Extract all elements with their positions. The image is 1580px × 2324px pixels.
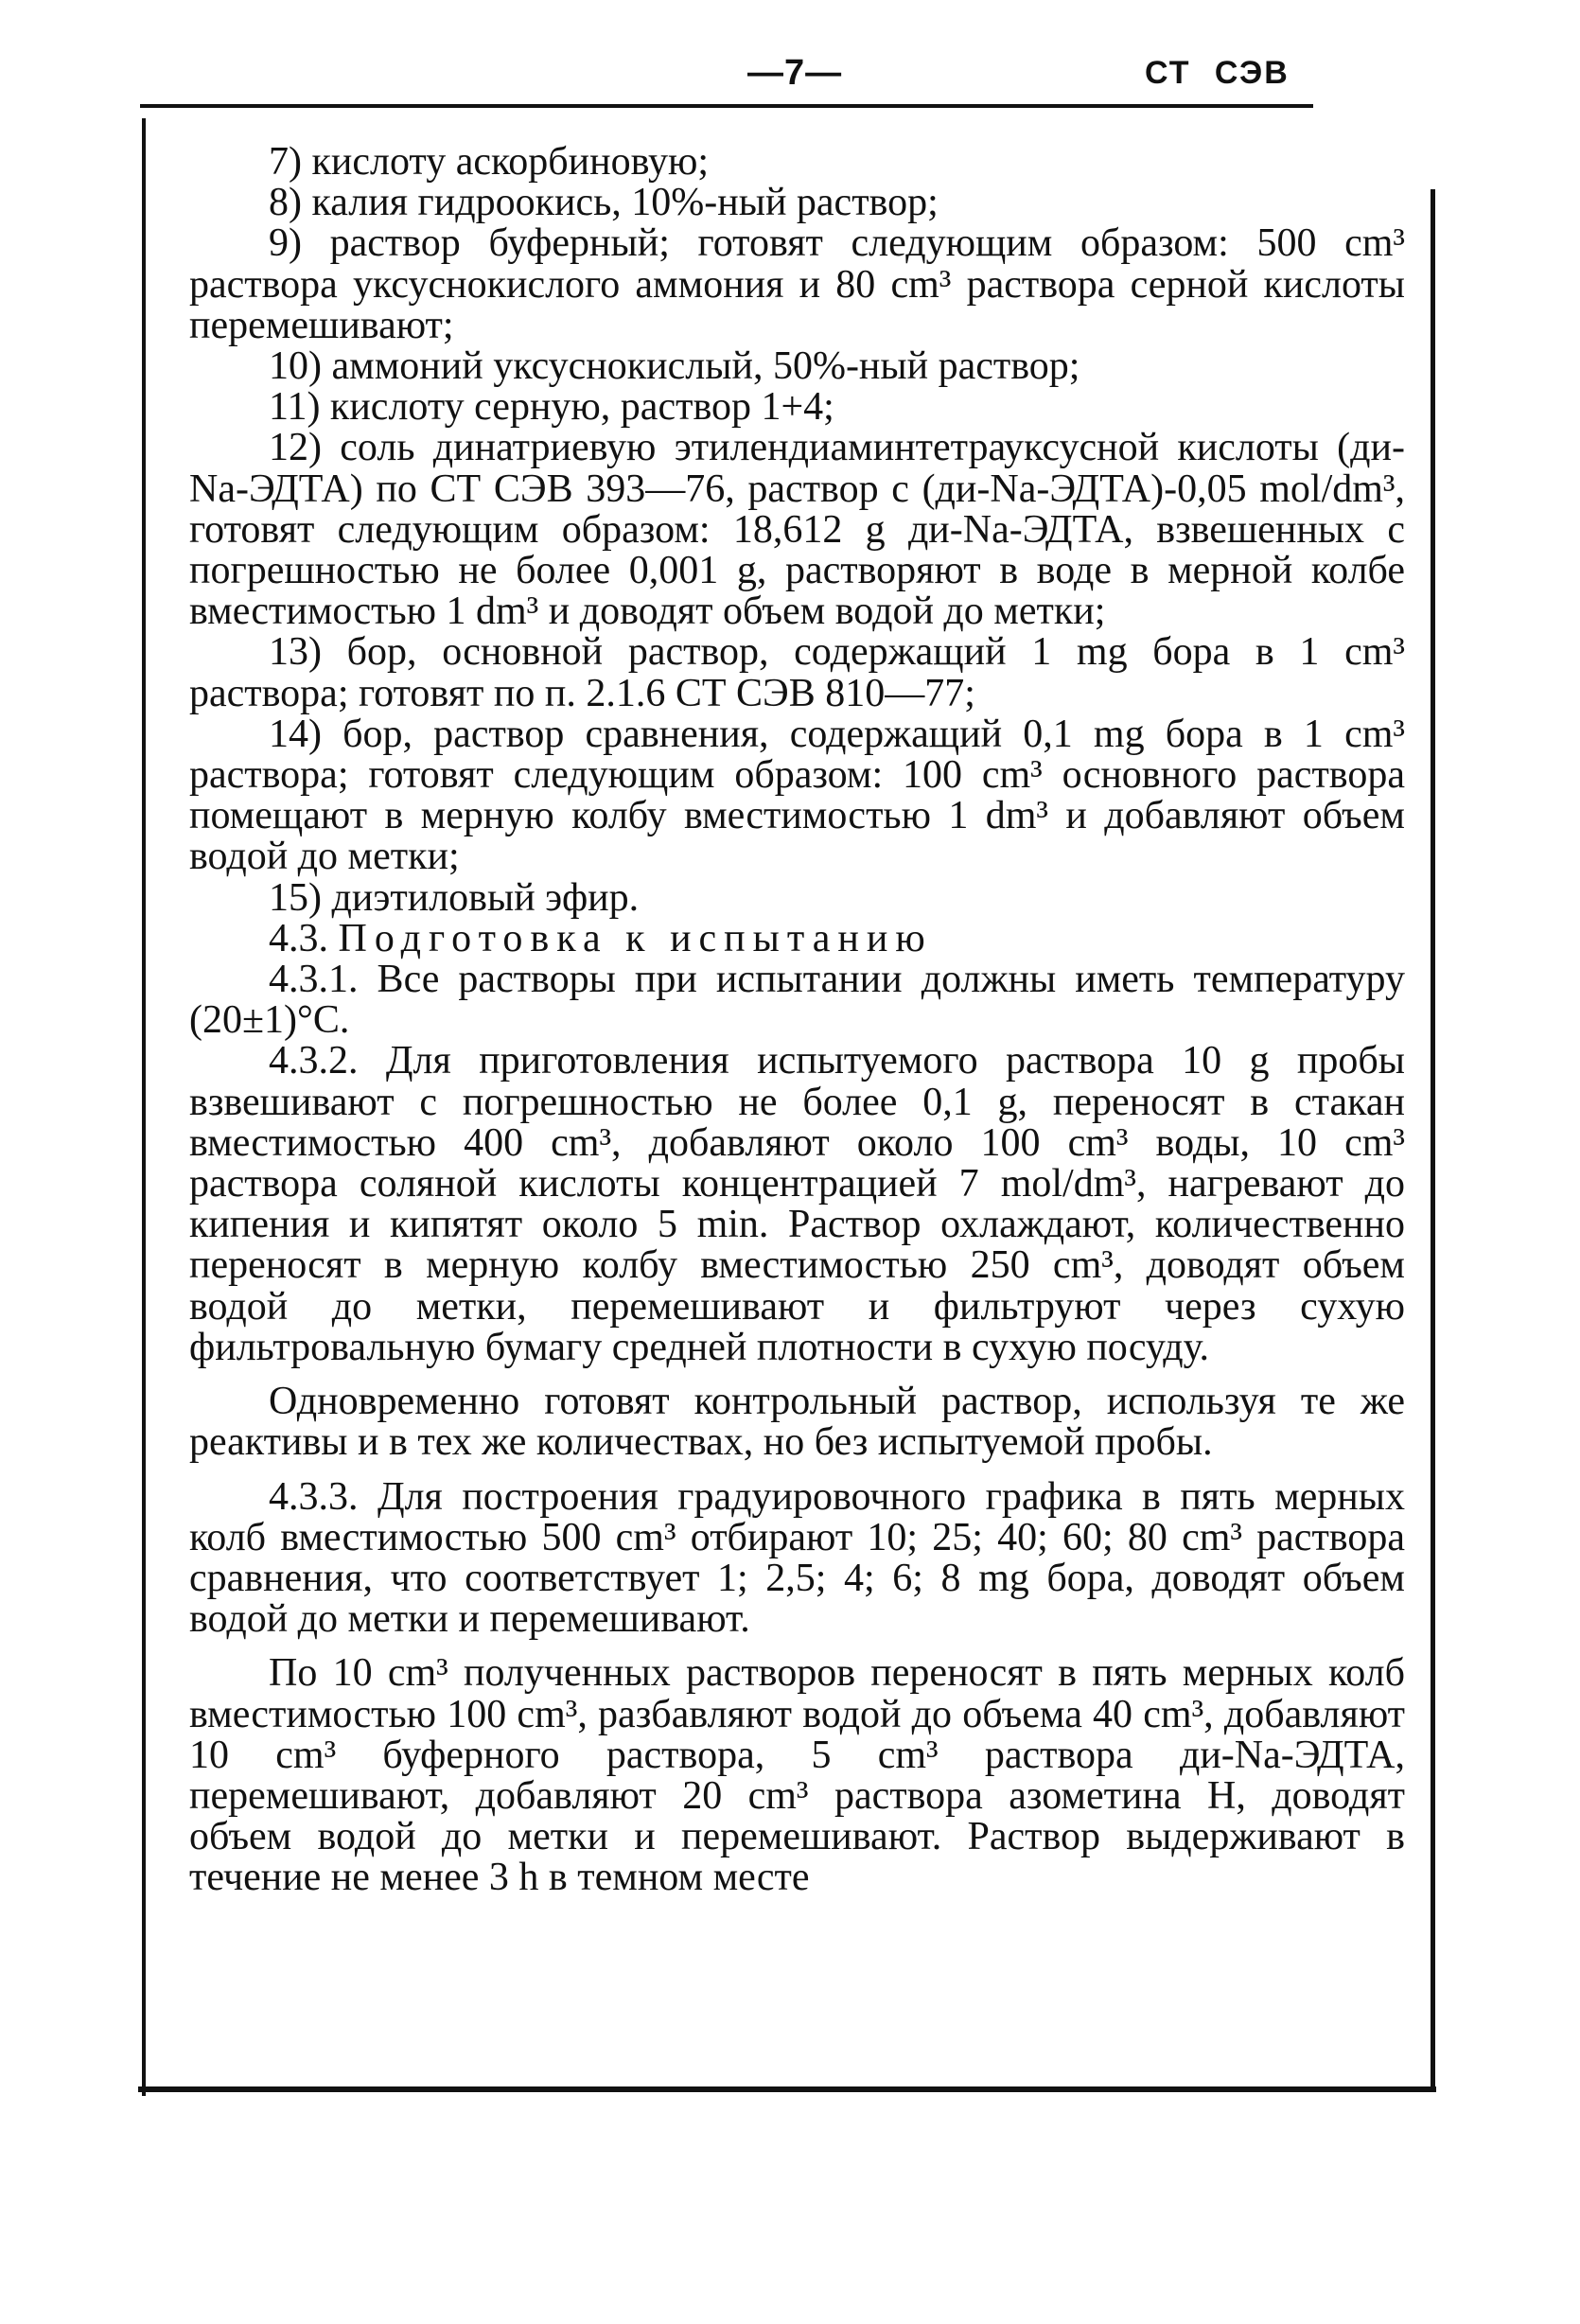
paragraph-control-solution: Одновременно готовят контрольный раствор, используя те же реактивы и в тех же количествах, но без испытуемой пробы. [189, 1380, 1405, 1465]
bottom-rule [138, 2086, 1436, 2092]
section-number: 4.3. [269, 916, 328, 960]
list-item-12: 12) соль динатриевую этилендиаминтетрауксусной кислоты (ди-Na-ЭДТА) по СТ СЭВ 393—76, раствор с (ди-Na-ЭДТА)-0,05 mol/dm³, готовят следующим образом: 18,612 g ди-Na-ЭДТА, взвешенных с погрешностью не более 0,001 g, растворяют в воде в мерной колбе вместимостью 1 dm³ и доводят объем водой до метки; [189, 426, 1405, 634]
standard-mark: СТ СЭВ [1145, 55, 1290, 91]
paragraph-4-3-3: 4.3.3. Для построения градуировочного графика в пять мерных колб вместимостью 500 cm³ отбирают 10; 25; 40; 60; 80 cm³ раствора сравнения, что соответствует 1; 2,5; 4; 6; 8 mg бора, доводят объем водой до метки и перемешивают. [189, 1474, 1405, 1642]
paragraph-4-3-1: 4.3.1. Все растворы при испытании должны иметь температуру (20±1)°С. [189, 958, 1405, 1043]
section-heading [189, 916, 1405, 960]
list-item-10: 10) аммоний уксуснокислый, 50%-ный раствор; [269, 344, 1080, 389]
list-item-11: 11) кислоту серную, раствор 1+4; [269, 385, 834, 430]
page-number: —7— [747, 53, 843, 93]
list-item-7: 7) кислоту аскорбиновую; [269, 140, 710, 184]
list-item-14: 14) бор, раствор сравнения, содержащий 0,1 mg бора в 1 cm³ раствора; готовят следующим образом: 100 cm³ основного раствора помещают в мерную колбу вместимостью 1 dm³ и добавляют объем водой до метки; [189, 712, 1405, 879]
paragraph-4-3-2: 4.3.2. Для приготовления испытуемого раствора 10 g пробы взвешивают с погрешностью не более 0,1 g, переносят в стакан вместимостью 400 cm³, добавляют около 100 cm³ воды, 10 cm³ раствора соляной кислоты концентрацией 7 mol/dm³, нагревают до кипения и кипятят около 5 min. Раствор охлаждают, количественно переносят в мерную колбу вместимостью 250 cm³, доводят объем водой до метки, перемешивают и фильтруют через сухую фильтровальную бумагу средней плотности в сухую посуду. [189, 1039, 1405, 1369]
right-border-line [1431, 189, 1435, 2086]
paragraph-diluted-solutions: По 10 cm³ полученных растворов переносят в пять мерных колб вместимостью 100 cm³, разбавляют водой до объема 40 cm³, добавляют 10 cm³ буферного раствора, 5 cm³ раствора ди-Na-ЭДТА, перемешивают, добавляют 20 cm³ раствора азометина Н, доводят объем водой до метки и перемешивают. Раствор выдерживают в течение не менее 3 h в темном месте [189, 1651, 1405, 1900]
document-body [189, 142, 1405, 1899]
list-item-13: 13) бор, основной раствор, содержащий 1 mg бора в 1 cm³ раствора; готовят по п. 2.1.6 СТ СЭВ 810—77; [189, 630, 1405, 715]
list-item-9: 9) раствор буферный; готовят следующим образом: 500 cm³ раствора уксуснокислого аммония и 80 cm³ раствора серной кислоты перемешивают; [189, 221, 1405, 347]
page-header [0, 47, 1580, 104]
list-item-15: 15) диэтиловый эфир. [269, 875, 640, 920]
left-border-line [142, 118, 146, 2096]
list-item-8: 8) калия гидроокись, 10%-ный раствор; [269, 181, 939, 225]
header-rule [140, 104, 1313, 108]
section-title: Подготовка к испытанию [338, 916, 933, 960]
